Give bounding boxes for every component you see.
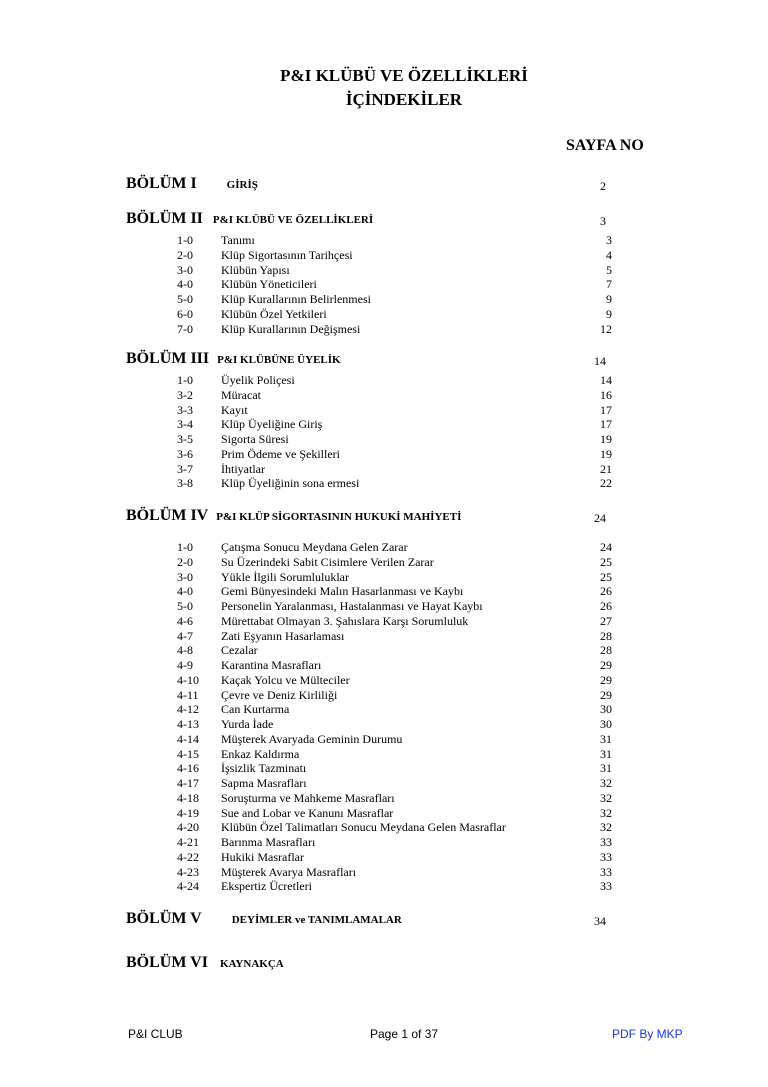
entry-page-number: 30	[600, 702, 612, 717]
section-heading	[126, 175, 606, 193]
entry-number: 3-2	[177, 387, 193, 402]
entry-title: Sue and Lobar ve Kanunı Masraflar	[221, 805, 394, 820]
entry-title: Müracat	[221, 387, 261, 402]
entry-page-number: 9	[606, 292, 612, 306]
entry-title: Ekspertiz Ücretleri	[221, 879, 312, 894]
entry-page-number: 7	[606, 277, 612, 292]
entry-title: Kaçak Yolcu ve Mülteciler	[221, 672, 350, 687]
section-heading	[126, 954, 284, 972]
entry-number: 4-18	[177, 790, 199, 805]
entry-number: 3-7	[177, 461, 193, 476]
entry-number: 4-8	[177, 643, 193, 658]
entry-number: 3-0	[177, 569, 193, 584]
entry-number: 5-0	[177, 292, 193, 306]
entry-title: Klübün Yöneticileri	[221, 277, 317, 292]
entry-page-number: 33	[600, 835, 612, 849]
entry-page-number: 17	[600, 417, 612, 432]
section-label: BÖLÜM IV	[126, 507, 209, 524]
section-heading	[126, 910, 606, 928]
entry-title: Sigorta Süresi	[221, 432, 289, 446]
entry-number: 5-0	[177, 599, 193, 613]
section-title: GİRİŞ	[226, 179, 258, 191]
entry-page-number: 26	[600, 584, 612, 599]
entry-number: 4-7	[177, 628, 193, 643]
entry-number: 1-0	[177, 373, 193, 387]
entry-page-number: 24	[600, 540, 612, 554]
entry-number: 4-22	[177, 849, 199, 864]
section-heading	[126, 350, 606, 368]
entry-title: Çevre ve Deniz Kirliliği	[221, 687, 338, 702]
entry-title: Zati Eşyanın Hasarlaması	[221, 628, 345, 643]
entry-number: 4-9	[177, 658, 193, 672]
entry-page-number: 26	[600, 599, 612, 613]
entry-title: Klüp Kurallarının Belirlenmesi	[221, 292, 371, 306]
entry-number: 2-0	[177, 554, 193, 569]
entry-number: 2-0	[177, 247, 193, 262]
entry-page-number: 33	[600, 864, 612, 879]
entry-page-number: 29	[600, 658, 612, 672]
entry-title: Müşterek Avarya Masrafları	[221, 864, 357, 879]
entry-title: Klübün Özel Yetkileri	[221, 306, 327, 321]
entry-page-number: 32	[600, 790, 612, 805]
entry-title: Klübün Yapısı	[221, 262, 290, 277]
entry-title: Klübün Özel Talimatları Sonucu Meydana Gelen Masraflar	[221, 820, 506, 835]
entry-title: Cezalar	[221, 643, 258, 658]
entry-title: Hukiki Masraflar	[221, 849, 304, 864]
entry-title: Klüp Kurallarının Değişmesi	[221, 321, 361, 336]
entry-title: Can Kurtarma	[221, 702, 290, 717]
entry-page-number: 31	[600, 746, 612, 761]
entry-number: 4-23	[177, 864, 199, 879]
entry-number: 4-10	[177, 672, 199, 687]
section-label: BÖLÜM V	[126, 910, 202, 927]
entry-page-number: 27	[600, 613, 612, 628]
entry-title: Üyelik Poliçesi	[221, 373, 295, 387]
section-page-number: 34	[594, 914, 606, 928]
entry-title: Klüp Üyeliğinin sona ermesi	[221, 476, 360, 491]
footer-left: P&I CLUB	[128, 1027, 183, 1041]
entry-number: 4-0	[177, 277, 193, 292]
entry-number: 4-19	[177, 805, 199, 820]
entry-number: 4-11	[177, 687, 199, 702]
entry-title: İhtiyatlar	[221, 461, 265, 476]
section-label: BÖLÜM II	[126, 210, 203, 227]
entry-title: Enkaz Kaldırma	[221, 746, 300, 761]
entry-number: 4-24	[177, 879, 199, 894]
entry-page-number: 33	[600, 879, 612, 894]
entry-title: Müşterek Avaryada Geminin Durumu	[221, 731, 403, 746]
entry-page-number: 25	[600, 554, 612, 569]
section-title: DEYİMLER ve TANIMLAMALAR	[231, 914, 402, 926]
entry-title: Su Üzerindeki Sabit Cisimlere Verilen Zarar	[221, 554, 434, 569]
entry-page-number: 4	[606, 247, 612, 262]
entry-page-number: 31	[600, 731, 612, 746]
section-page-number: 3	[600, 214, 606, 228]
section-title: P&I KLÜBÜ VE ÖZELLİKLERİ	[212, 214, 374, 226]
entry-page-number: 32	[600, 805, 612, 820]
entry-title: Yükle İlgili Sorumluluklar	[221, 569, 349, 584]
entry-number: 4-15	[177, 746, 199, 761]
entry-page-number: 25	[600, 569, 612, 584]
entry-number: 3-6	[177, 446, 193, 461]
entry-page-number: 28	[600, 643, 612, 658]
entry-title: Sapma Masrafları	[221, 776, 307, 790]
entry-number: 3-4	[177, 417, 193, 432]
entry-page-number: 29	[600, 687, 612, 702]
entry-page-number: 30	[600, 717, 612, 731]
entry-title: Klüp Üyeliğine Giriş	[221, 417, 323, 432]
section-title: KAYNAKÇA	[219, 958, 284, 970]
entry-title: Personelin Yaralanması, Hastalanması ve Hayat Kaybı	[221, 599, 483, 613]
entry-number: 3-8	[177, 476, 193, 491]
section-page-number: 24	[594, 511, 606, 525]
entry-page-number: 17	[600, 402, 612, 417]
entry-title: İşsizlik Tazminatı	[221, 761, 307, 776]
entry-title: Çatışma Sonucu Meydana Gelen Zarar	[221, 540, 408, 554]
entry-number: 4-16	[177, 761, 199, 776]
entry-number: 6-0	[177, 306, 193, 321]
entry-title: Tanımı	[221, 233, 255, 247]
entry-title: Prim Ödeme ve Şekilleri	[221, 446, 340, 461]
section-heading	[126, 210, 606, 228]
entry-title: Yurda İade	[221, 717, 274, 731]
entry-page-number: 14	[600, 373, 612, 387]
entry-number: 4-13	[177, 717, 199, 731]
entry-page-number: 9	[606, 306, 612, 321]
entry-page-number: 19	[600, 446, 612, 461]
entry-number: 4-21	[177, 835, 199, 849]
entry-page-number: 28	[600, 628, 612, 643]
entry-page-number: 21	[600, 461, 612, 476]
entry-page-number: 3	[606, 233, 612, 247]
entry-number: 4-14	[177, 731, 199, 746]
document-title-line-1: P&I KLÜBÜ VE ÖZELLİKLERİ	[280, 66, 528, 85]
entry-number: 1-0	[177, 540, 193, 554]
entry-page-number: 31	[600, 761, 612, 776]
entry-page-number: 33	[600, 849, 612, 864]
entry-title: Gemi Bünyesindeki Malın Hasarlanması ve Kaybı	[221, 584, 464, 599]
entry-page-number: 32	[600, 820, 612, 835]
entry-title: Kayıt	[221, 402, 248, 417]
section-page-number: 2	[600, 179, 606, 193]
entry-title: Karantina Masrafları	[221, 658, 322, 672]
entry-number: 4-20	[177, 820, 199, 835]
section-label: BÖLÜM VI	[126, 954, 208, 971]
entry-number: 4-0	[177, 584, 193, 599]
entry-number: 3-3	[177, 402, 193, 417]
entry-page-number: 22	[600, 476, 612, 491]
footer-right-link[interactable]: PDF By MKP	[612, 1027, 683, 1041]
entry-number: 7-0	[177, 321, 193, 336]
section-heading	[126, 507, 606, 525]
entry-page-number: 5	[606, 262, 612, 277]
entry-number: 4-6	[177, 613, 193, 628]
footer-page-number: Page 1 of 37	[370, 1027, 439, 1041]
entry-page-number: 32	[600, 776, 612, 790]
document-title-line-2: İÇİNDEKİLER	[345, 90, 463, 109]
entry-page-number: 29	[600, 672, 612, 687]
sayfa-no-header: SAYFA NO	[566, 137, 644, 154]
entry-number: 1-0	[177, 233, 193, 247]
entry-number: 3-0	[177, 262, 193, 277]
section-title: P&I KLÜBÜNE ÜYELİK	[217, 354, 341, 366]
section-page-number: 14	[594, 354, 606, 368]
entry-number: 3-5	[177, 432, 193, 446]
entry-number: 4-12	[177, 702, 199, 717]
section-label: BÖLÜM I	[126, 175, 197, 192]
entry-page-number: 12	[600, 321, 612, 336]
section-title: P&I KLÜP SİGORTASININ HUKUKİ MAHİYETİ	[216, 511, 462, 523]
entry-number: 4-17	[177, 776, 199, 790]
entry-title: Soruşturma ve Mahkeme Masrafları	[221, 790, 395, 805]
entry-title: Mürettabat Olmayan 3. Şahıslara Karşı Sorumluluk	[221, 613, 469, 628]
entry-page-number: 19	[600, 432, 612, 446]
entry-title: Klüp Sigortasının Tarihçesi	[221, 247, 353, 262]
section-label: BÖLÜM III	[126, 350, 210, 367]
entry-title: Barınma Masrafları	[221, 835, 316, 849]
entry-page-number: 16	[600, 387, 612, 402]
